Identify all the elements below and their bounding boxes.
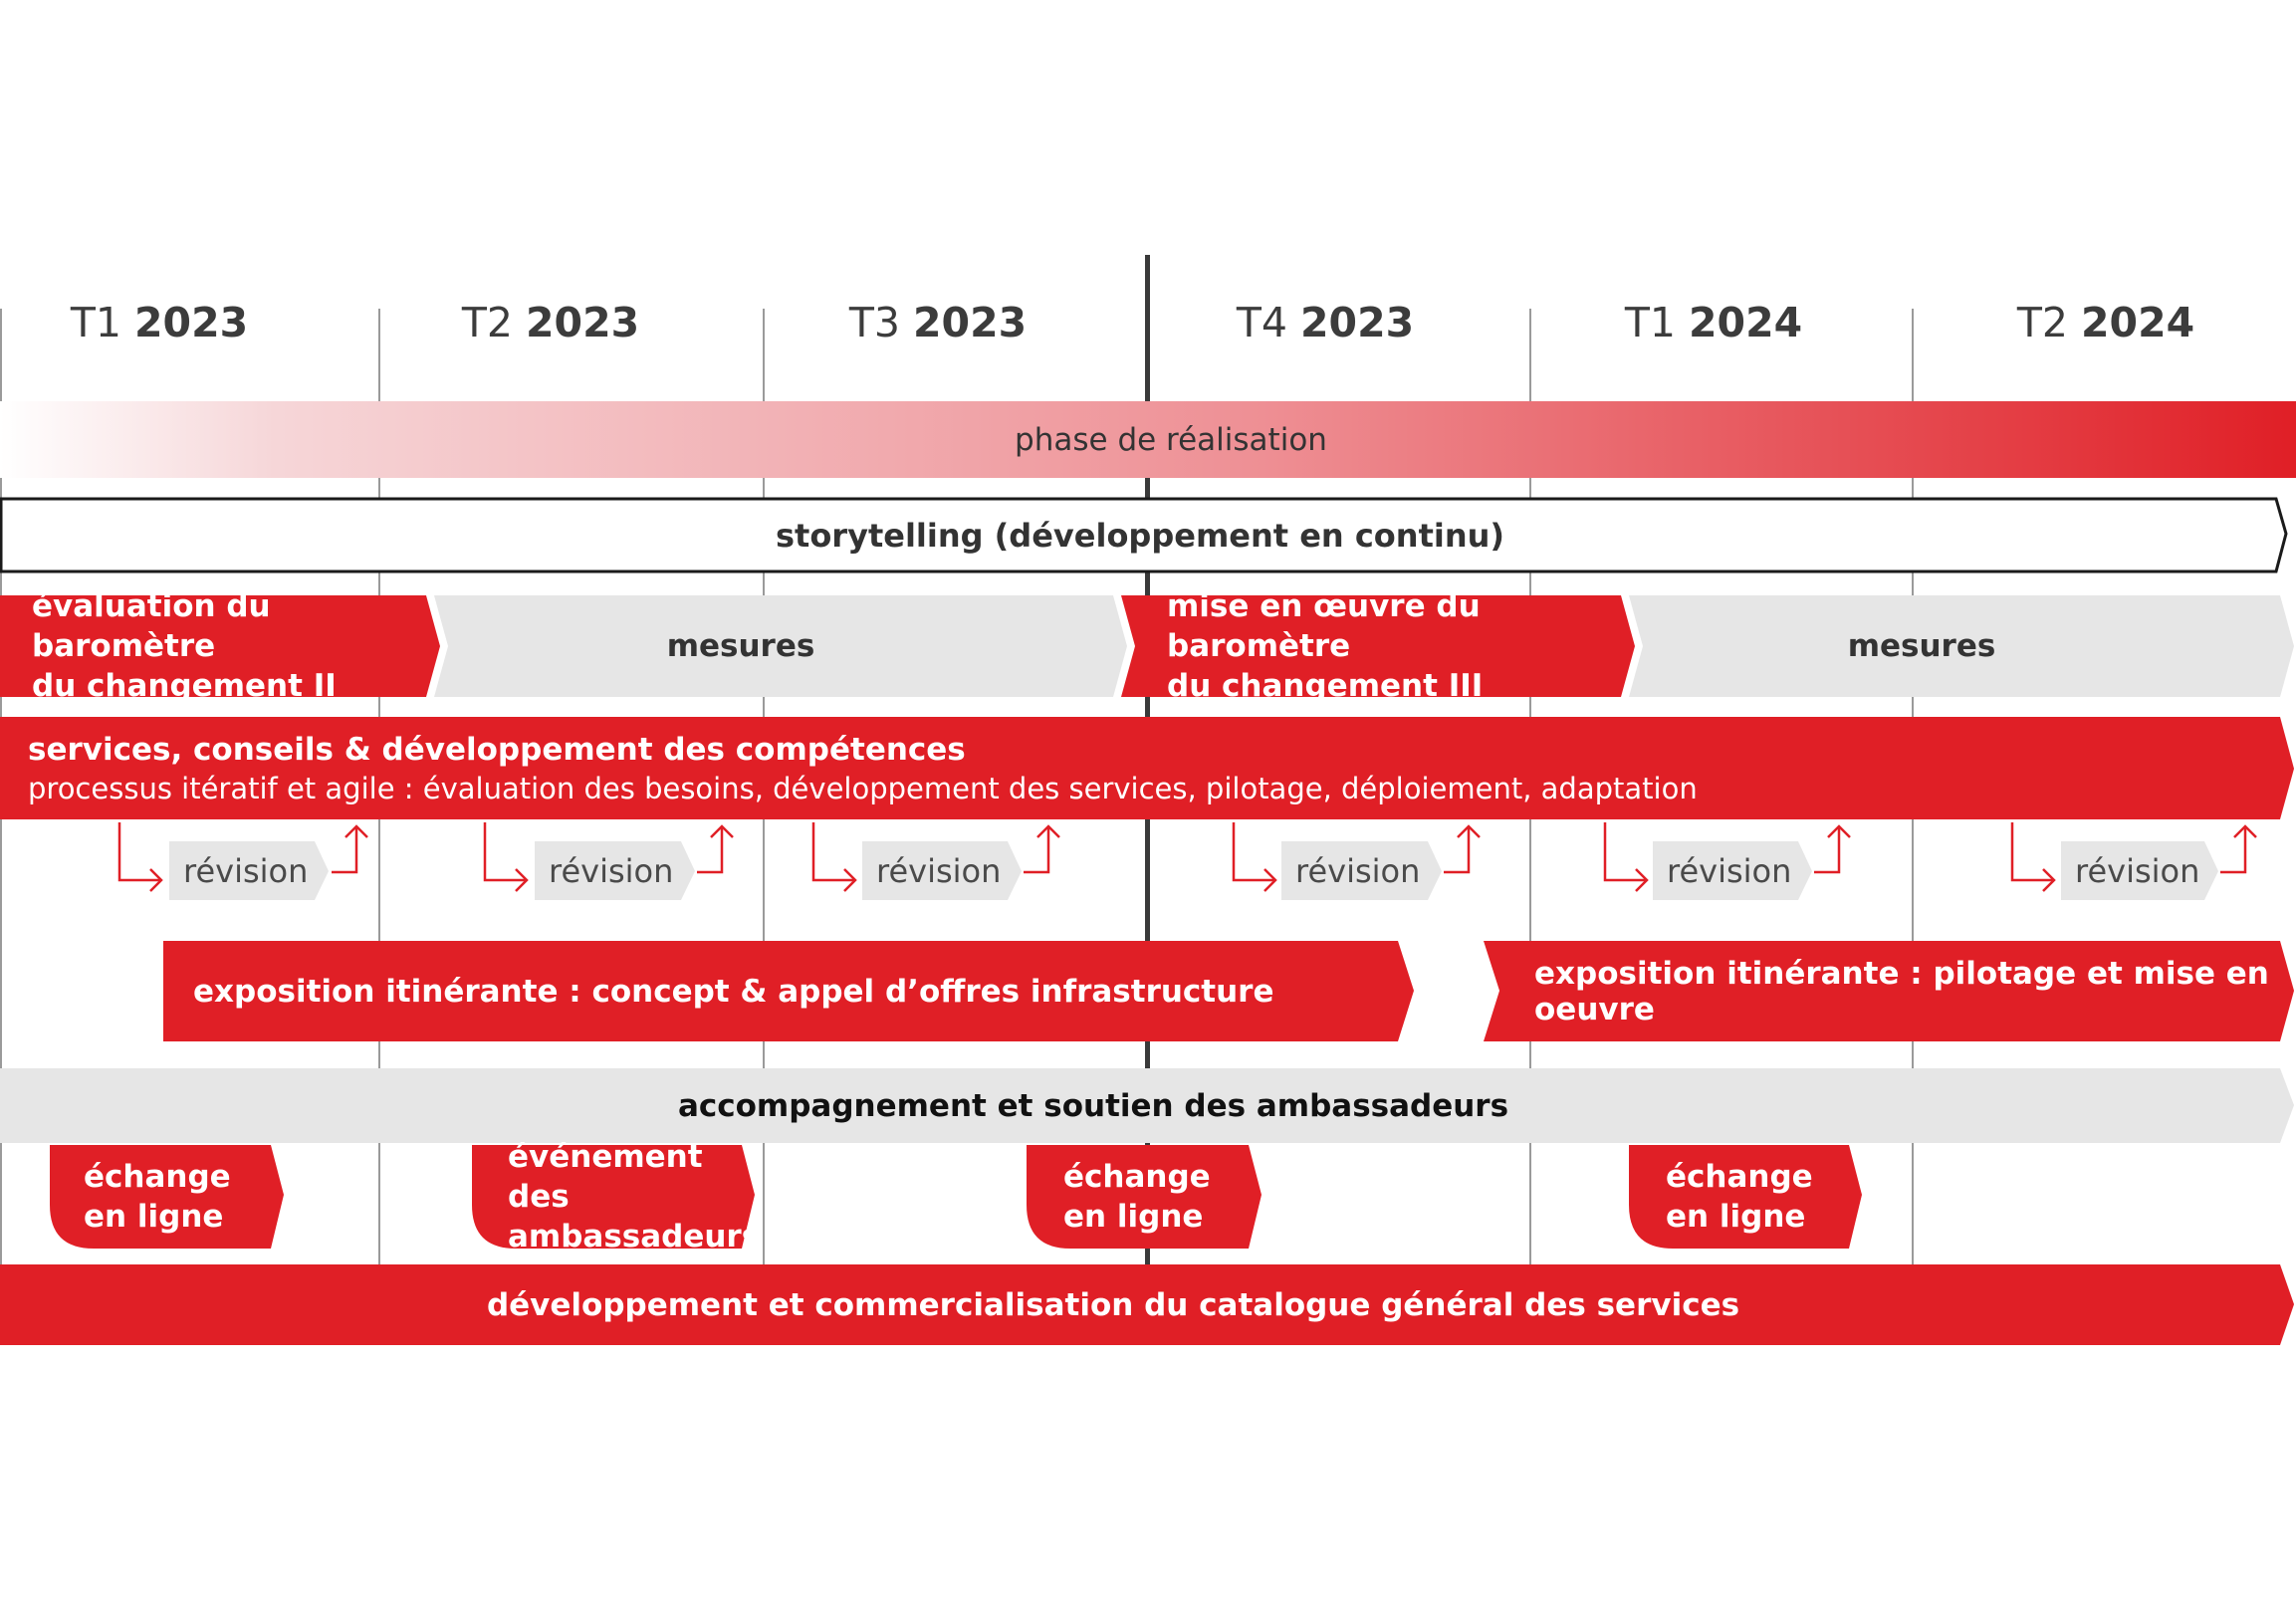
mesures-1-label: mesures bbox=[666, 628, 815, 664]
revision-label: révision bbox=[876, 851, 1002, 890]
barometre-3-label: mise en œuvre du baromètre du changement III bbox=[1167, 588, 1484, 704]
revision-label: révision bbox=[2075, 851, 2200, 890]
revision-label: révision bbox=[183, 851, 309, 890]
revision-label: révision bbox=[549, 851, 674, 890]
expo-1-label: exposition itinérante : concept & appel d’offres infrastructure bbox=[193, 973, 1274, 1010]
event-label: échange en ligne bbox=[1666, 1159, 1813, 1235]
barometre-2-label: évaluation du baromètre du changement II bbox=[32, 588, 337, 704]
quarter-header: T1 2023 bbox=[70, 299, 249, 346]
services-label: services, conseils & développement des compétences processus itératif et agile : évaluation des besoins, développement des services, pilotage, déploiement, adaptation bbox=[28, 731, 1698, 805]
expo-2-label: exposition itinérante : pilotage et mise en oeuvre bbox=[1534, 955, 2269, 1027]
quarter-header: T4 2023 bbox=[1236, 299, 1415, 346]
catalogue-label: développement et commercialisation du catalogue général des services bbox=[486, 1286, 1740, 1323]
quarter-header: T1 2024 bbox=[1624, 299, 1803, 346]
revision-boxes bbox=[169, 841, 2218, 900]
quarter-header: T3 2023 bbox=[848, 299, 1028, 346]
ambassadeurs-label: accompagnement et soutien des ambassadeurs bbox=[677, 1087, 1509, 1124]
event-label: échange en ligne bbox=[84, 1159, 231, 1235]
event-label: événement des ambassadeurs bbox=[508, 1139, 761, 1255]
quarter-header: T2 2023 bbox=[461, 299, 640, 346]
phase-label: phase de réalisation bbox=[1015, 421, 1327, 458]
revision-cycles bbox=[119, 822, 2256, 891]
quarter-header: T2 2024 bbox=[2016, 299, 2195, 346]
revision-label: révision bbox=[1295, 851, 1421, 890]
storytelling-label: storytelling (développement en continu) bbox=[775, 516, 1505, 555]
mesures-2-label: mesures bbox=[1847, 628, 1996, 664]
event-label: échange en ligne bbox=[1063, 1159, 1211, 1235]
revision-label: révision bbox=[1667, 851, 1792, 890]
